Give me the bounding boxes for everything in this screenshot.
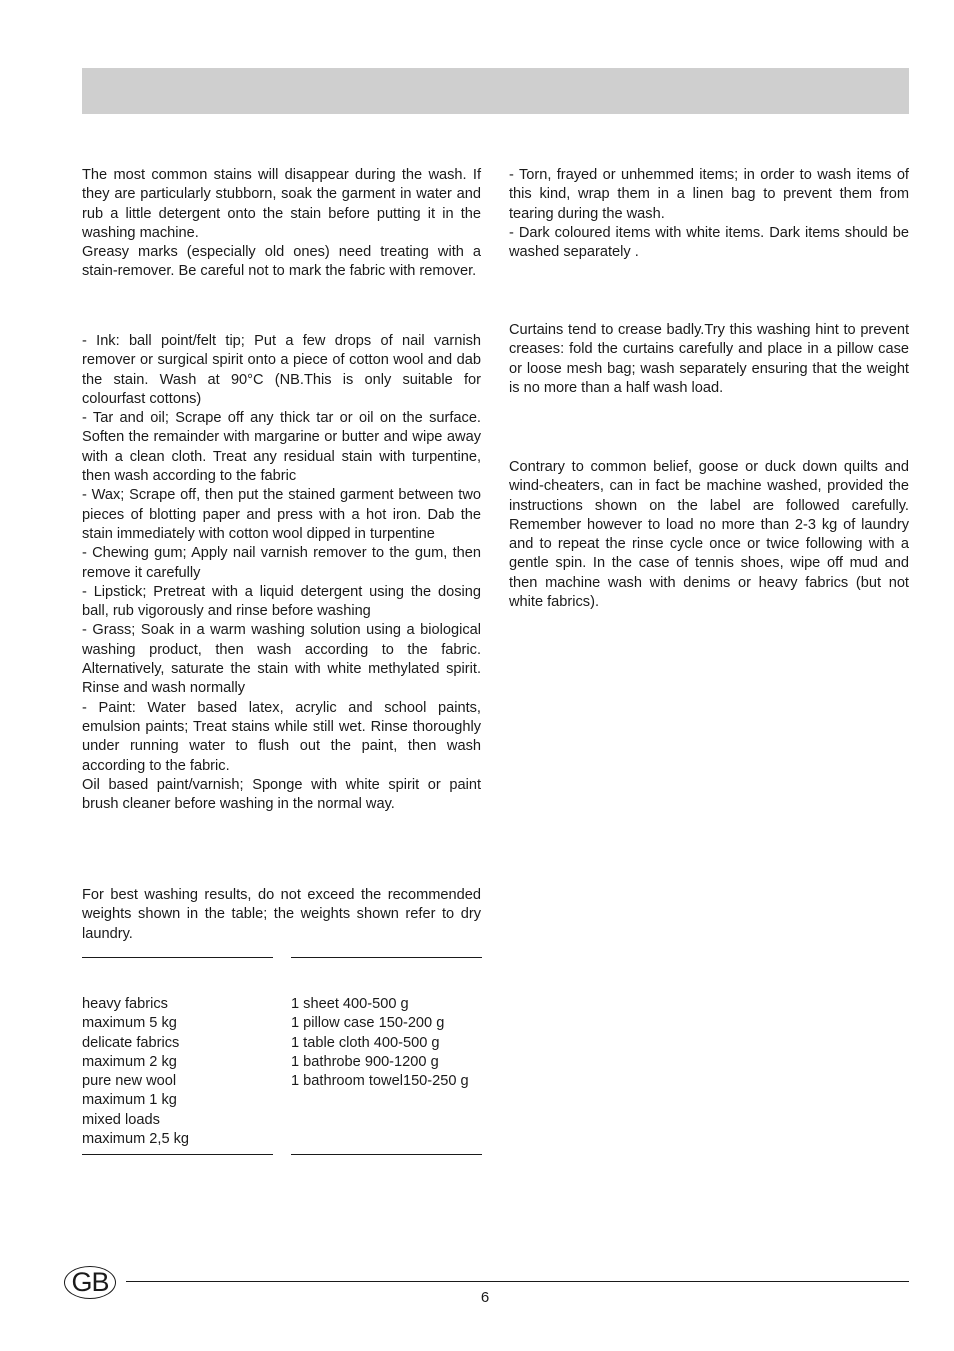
- list-item: - Chewing gum; Apply nail varnish remover to the gum, then remove it carefully: [82, 545, 481, 581]
- table-cell: 1 bathrobe 900-1200 g: [291, 1053, 439, 1070]
- table-cell: mixed loads: [82, 1111, 160, 1128]
- quilts-section: [509, 458, 909, 612]
- table-cell: heavy fabrics: [82, 996, 168, 1012]
- table-cell: maximum 2 kg: [82, 1053, 177, 1070]
- weights-intro: [82, 886, 481, 944]
- list-item: - Torn, frayed or unhemmed items; in order to wash items of this kind, wrap them in a linen bag to prevent them from tearing during the wash.: [509, 167, 909, 222]
- list-item: - Grass; Soak in a warm washing solution using a biological washing product, then wash according to the fabric. Alternatively, saturate the stain with white methylated spirit. Rinse and wash normally: [82, 622, 481, 697]
- paragraph: Greasy marks (especially old ones) need treating with a stain-remover. Be careful not to mark the fabric with remover.: [82, 244, 481, 280]
- paragraph: Curtains tend to crease badly.Try this washing hint to prevent creases: fold the curtains carefully and place in a pillow case or loose mesh bag; wash separately ensuring that the weight is no more than a half wash load.: [509, 322, 909, 396]
- table-rule: [82, 957, 273, 958]
- list-item: Oil based paint/varnish; Sponge with white spirit or paint brush cleaner before washing in the normal way.: [82, 776, 481, 813]
- table-rule: [291, 1154, 482, 1155]
- stains-intro: [82, 166, 481, 282]
- table-cell: 1 pillow case 150-200 g: [291, 1015, 445, 1032]
- list-item: - Tar and oil; Scrape off any thick tar or oil on the surface. Soften the remainder with margarine or butter and wipe away with a clean cloth. Treat any residual stain with turpentine, then wash according to the fabric: [82, 410, 481, 485]
- list-item: - Ink: ball point/felt tip; Put a few drops of nail varnish remover or surgical spirit onto a piece of cotton wool and dab the stain. Wash at 90°C (NB.This is only suitable for colourfast cottons): [82, 333, 481, 407]
- weights-table-col2: [291, 995, 469, 1091]
- table-cell: maximum 5 kg: [82, 1015, 177, 1032]
- table-cell: delicate fabrics: [82, 1034, 180, 1051]
- table-rule: [82, 1154, 273, 1155]
- table-cell: maximum 2,5 kg: [82, 1131, 190, 1148]
- stain-list: [82, 332, 481, 814]
- footer-rule: [126, 1281, 909, 1282]
- table-cell: 1 sheet 400-500 g: [291, 996, 409, 1012]
- table-rule: [291, 957, 482, 958]
- paragraph: For best washing results, do not exceed the recommended weights shown in the table; the weights shown refer to dry laundry.: [82, 887, 481, 942]
- curtains-section: [509, 321, 909, 398]
- header-bar: [82, 68, 909, 114]
- paragraph: Contrary to common belief, goose or duck down quilts and wind-cheaters, can in fact be machine washed, provided the instructions shown on the label are followed carefully. Remember however to load no more than 2-3 kg of laundry and to repeat the rinse cycle once or twice following with a gentle spin. In the case of tennis shoes, wipe off mud and then machine wash with denims or heavy fabrics (but not white fabrics).: [509, 459, 909, 611]
- table-cell: 1 bathroom towel150-250 g: [291, 1073, 469, 1090]
- table-cell: pure new wool: [82, 1073, 177, 1090]
- country-badge: GB: [64, 1266, 116, 1299]
- list-item: - Lipstick; Pretreat with a liquid detergent using the dosing ball, rub vigorously and rinse before washing: [82, 583, 481, 620]
- special-items: [509, 166, 909, 262]
- weights-table-col1: [82, 995, 189, 1149]
- page-number: 6: [480, 1289, 490, 1306]
- table-cell: maximum 1 kg: [82, 1092, 177, 1109]
- table-cell: 1 table cloth 400-500 g: [291, 1034, 440, 1051]
- paragraph: The most common stains will disappear during the wash. If they are particularly stubborn, soak the garment in water and rub a little detergent onto the stain before putting it in the washing machine.: [82, 167, 481, 241]
- list-item: - Paint: Water based latex, acrylic and school paints, emulsion paints; Treat stains while still wet. Rinse thoroughly under running water to flush out the paint, then wash according to the fabric.: [82, 699, 481, 774]
- list-item: - Dark coloured items with white items. Dark items should be washed separately .: [509, 224, 909, 261]
- list-item: - Wax; Scrape off, then put the stained garment between two pieces of blotting paper and press with a hot iron. Dab the stain immediately with cotton wool dipped in turpentine: [82, 487, 481, 542]
